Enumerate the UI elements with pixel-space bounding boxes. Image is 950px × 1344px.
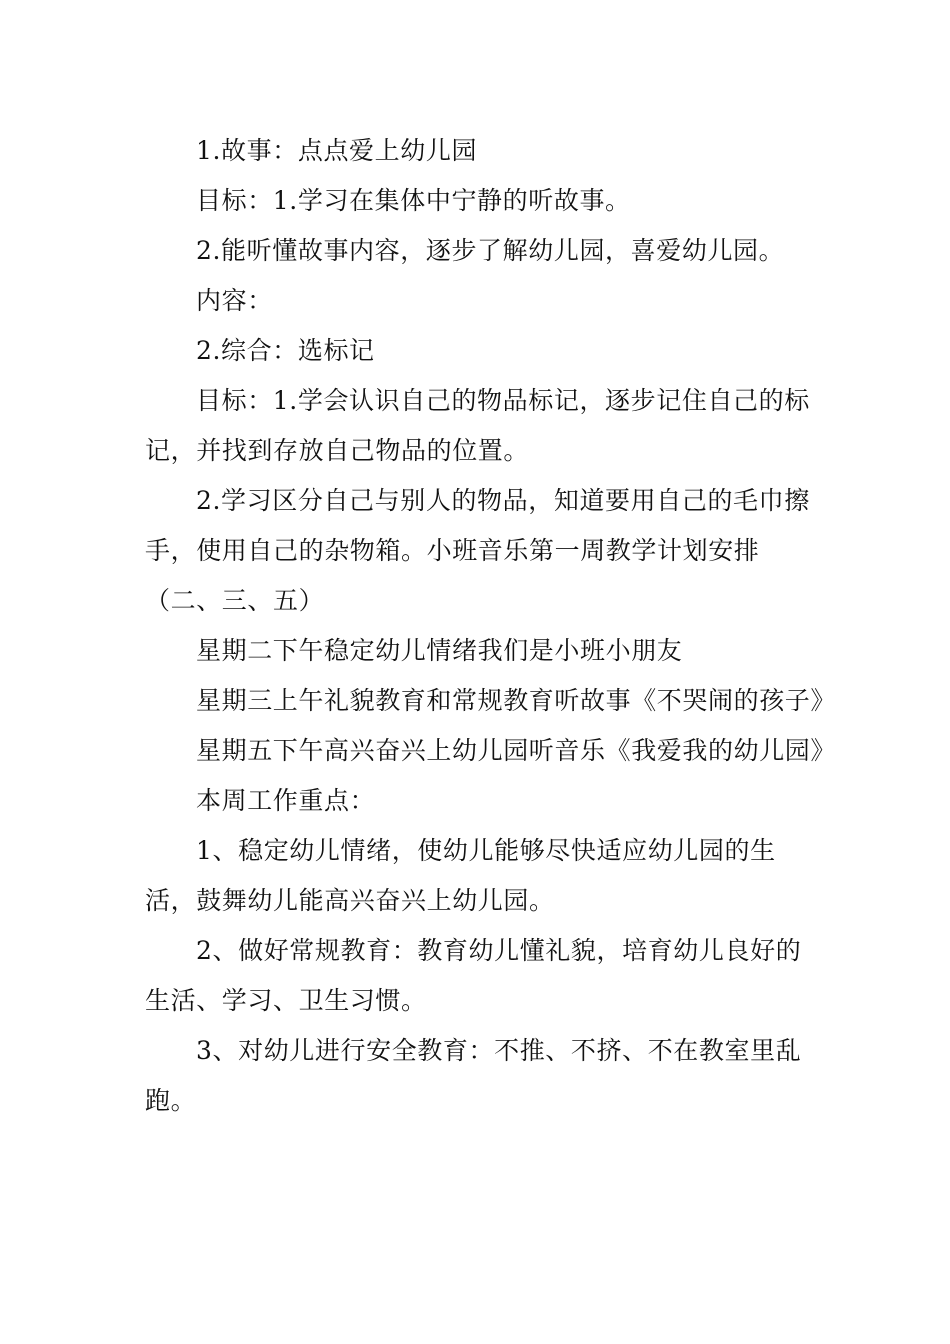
- paragraph-friday: 星期五下午高兴奋兴上幼儿园听音乐《我爱我的幼儿园》: [196, 736, 837, 765]
- paragraph-goal-1: 目标：1.学习在集体中宁静的听故事。: [196, 186, 631, 215]
- paragraph-content-label: 内容：: [196, 286, 273, 315]
- paragraph-tuesday: 星期二下午稳定幼儿情绪我们是小班小朋友: [196, 636, 683, 665]
- document-body: [145, 126, 837, 1126]
- paragraph-marker-goal-2: 2.学习区分自己与别人的物品，知道要用自己的毛巾擦手，使用自己的杂物箱。小班音乐第一周教学计划安排（二、三、五）: [145, 486, 810, 615]
- paragraph-goal-2: 2.能听懂故事内容，逐步了解幼儿园，喜爱幼儿园。: [196, 236, 785, 265]
- paragraph-story-title: 1.故事：点点爱上幼儿园: [196, 136, 478, 165]
- paragraph-comprehensive-title: 2.综合：选标记: [196, 336, 375, 365]
- paragraph-focus-3: 3、对幼儿进行安全教育：不推、不挤、不在教室里乱跑。: [145, 1036, 802, 1115]
- paragraph-focus-1: 1、稳定幼儿情绪，使幼儿能够尽快适应幼儿园的生活，鼓舞幼儿能高兴奋兴上幼儿园。: [145, 836, 776, 915]
- paragraph-marker-goal-1: 目标：1.学会认识自己的物品标记，逐步记住自己的标记，并找到存放自己物品的位置。: [145, 386, 810, 465]
- paragraph-wednesday: 星期三上午礼貌教育和常规教育听故事《不哭闹的孩子》: [196, 686, 837, 715]
- paragraph-weekly-focus-label: 本周工作重点：: [196, 786, 376, 815]
- paragraph-focus-2: 2、做好常规教育：教育幼儿懂礼貌，培育幼儿良好的生活、学习、卫生习惯。: [145, 936, 802, 1015]
